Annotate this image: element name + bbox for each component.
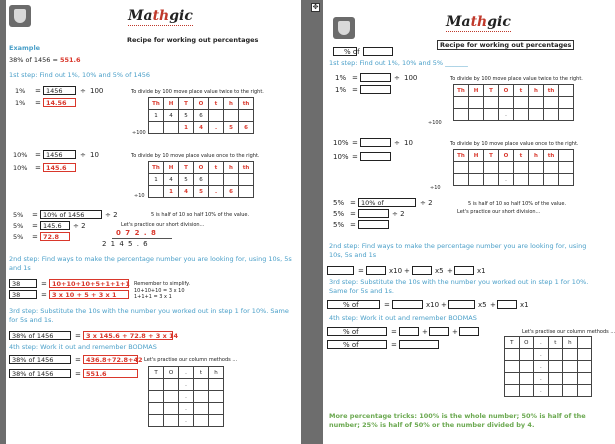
x10-label: x10 <box>389 267 403 275</box>
x1-label: x1 <box>477 267 486 275</box>
one-pct-input[interactable] <box>360 73 391 82</box>
div2-label: ÷ 2 <box>105 211 118 219</box>
equals-sign: = <box>352 86 358 94</box>
div10-label: ÷10 <box>134 193 145 199</box>
simplify-2: 1+1+1 = 3 x 1 <box>134 294 172 300</box>
simplify-note: Remember to simplify. <box>134 281 190 287</box>
s2-input[interactable] <box>327 266 354 275</box>
div100-label: ÷100 <box>132 130 146 136</box>
ten-pct-label-a: 10% <box>13 151 28 159</box>
five-pct-label-a: 5% <box>333 199 345 207</box>
div2-label: ÷ 2 <box>73 222 86 230</box>
equals-sign: = <box>41 280 47 288</box>
s3-lhs: 38% of 1456 <box>9 331 71 340</box>
s2-38-b: 38 <box>9 290 37 299</box>
x5-label: x5 <box>435 267 444 275</box>
step-2: 2nd step: Find ways to make the percentage number you are looking for, using 10s, 5s and 1s <box>9 255 292 272</box>
hogwarts-crest-icon <box>9 5 31 27</box>
plus-sign: + <box>441 301 447 309</box>
equals-sign: = <box>32 233 38 241</box>
div2-label: ÷ 2 <box>392 210 405 218</box>
equals-sign: = <box>352 74 358 82</box>
page-gap <box>301 0 323 444</box>
s4-pct-of-2: % of <box>343 341 359 349</box>
five-pct-label-b: 5% <box>333 210 345 218</box>
x1-label: x1 <box>520 301 529 309</box>
half-note: 5 is half of 10 so half 10% of the value. <box>151 212 250 218</box>
note-div100: To divide by 100 move place value twice to the right. <box>131 89 264 95</box>
column-methods-note: Let's practise our column methods ... <box>522 329 615 335</box>
step-2: 2nd step: Find ways to make the percentage number you are looking for, using 10s, 5s and 1s <box>329 242 587 259</box>
x5-label: x5 <box>478 301 487 309</box>
five-box-a[interactable]: 10% of <box>358 198 416 207</box>
equals-sign: = <box>75 332 81 340</box>
divide-icon: ÷ <box>80 87 86 95</box>
equals-sign: = <box>35 87 41 95</box>
s2-expr2: 3 x 10 + 5 + 3 x 1 <box>49 290 129 299</box>
one-pct-label-a: 1% <box>335 74 347 82</box>
five-answer-input[interactable] <box>358 220 389 229</box>
s4-rhs-1: 436.8+72.8+42 <box>83 355 138 364</box>
short-div-bottom: 2 1 4 5 . 6 <box>102 240 149 248</box>
hundred-label: 100 <box>404 74 418 82</box>
s2-tens-input[interactable] <box>366 266 386 275</box>
equals-sign: = <box>384 301 390 309</box>
place-value-table-10: Th H T O t h th 1 4 5 6 1 4 5 . 6 <box>148 161 254 198</box>
one-pct-label-a: 1% <box>15 87 26 95</box>
half-note: 5 is half of 10 so half 10% of the value. <box>468 201 567 207</box>
short-div-top: 0 7 2 . 8 <box>116 229 157 237</box>
example-line: 38% of 1456 = 551.6 <box>9 56 81 64</box>
short-div-bar <box>112 238 172 239</box>
equals-sign: = <box>32 211 38 219</box>
s3-tens-input[interactable] <box>392 300 423 309</box>
s4-input-c[interactable] <box>459 327 479 336</box>
simplify-1: 10+10+10 = 3 x 10 <box>134 288 185 294</box>
page-2-worksheet <box>323 0 615 444</box>
one-pct-label-b: 1% <box>15 99 26 107</box>
move-handle-icon[interactable]: ✥ <box>312 3 319 11</box>
step-3: 3rd step: Substitute the 10s with the number you worked out in step 1 for 10%. Same for 5s and 1s. <box>329 278 589 295</box>
equals-sign: = <box>32 222 38 230</box>
short-div-note: Let's practice our short division... <box>121 222 205 228</box>
column-method-grid: T O . t h . . . . <box>504 336 592 397</box>
equals-sign: = <box>75 356 81 364</box>
s4-answer-input[interactable] <box>399 340 439 349</box>
page-1-example <box>6 0 301 444</box>
place-value-table-100: Th H T O t h th . <box>453 84 574 121</box>
s4-input-a[interactable] <box>399 327 419 336</box>
short-div-note: Let's practice our short division... <box>457 209 541 215</box>
s4-answer: 551.6 <box>83 369 138 378</box>
plus-sign: + <box>490 301 496 309</box>
ten-pct-input[interactable] <box>360 138 391 147</box>
div2-label: ÷ 2 <box>420 199 433 207</box>
s3-pct-of: % of <box>343 301 359 309</box>
s3-rhs: 3 x 145.6 + 72.8 + 3 x 14 <box>83 331 173 340</box>
step-1: 1st step: Find out 1%, 10% and 5% _______ <box>329 59 468 67</box>
step-4: 4th step: Work it out and remember BODMAS <box>329 314 477 322</box>
note-div10: To divide by 10 move place value once to the right. <box>131 153 260 159</box>
equals-sign: = <box>352 139 358 147</box>
equals-sign: = <box>350 221 356 229</box>
step-1: 1st step: Find out 1%, 10% and 5% of 1456 <box>9 71 151 79</box>
hogwarts-crest-icon <box>333 17 355 39</box>
example-label: Example <box>9 44 41 52</box>
div10-label: ÷10 <box>430 185 441 191</box>
hundred-label: 100 <box>90 87 104 95</box>
equals-sign: = <box>350 210 356 218</box>
s2-38-a: 38 <box>9 279 37 288</box>
page-subtitle: Recipe for working out percentages <box>437 40 574 50</box>
five-box-a: 10% of 1456 <box>40 210 102 219</box>
plus-sign: + <box>447 267 453 275</box>
column-method-grid: T O . t h . . . . <box>148 366 224 427</box>
plus-sign: + <box>452 328 458 336</box>
equals-sign: = <box>391 341 397 349</box>
plus-sign: + <box>422 328 428 336</box>
number-input[interactable] <box>363 47 393 56</box>
equals-sign: = <box>35 99 41 107</box>
note-div10: To divide by 10 move place value once to the right. <box>450 141 579 147</box>
five-answer: 72.8 <box>40 232 70 241</box>
divide-icon: ÷ <box>394 139 400 147</box>
one-pct-answer-input[interactable] <box>360 85 391 94</box>
equals-sign: = <box>391 328 397 336</box>
s4-pct-of-1: % of <box>343 328 359 336</box>
five-pct-label-c: 5% <box>333 221 345 229</box>
s2-ones-input[interactable] <box>454 266 474 275</box>
equals-sign: = <box>41 291 47 299</box>
equals-sign: = <box>352 153 358 161</box>
s4-input-b[interactable] <box>429 327 449 336</box>
place-value-table-100: Th H T O t h th 1 4 5 6 1 4 . 5 6 <box>148 97 254 134</box>
step-4: 4th step: Work it out and remember BODMAS <box>9 343 157 351</box>
equals-sign: = <box>75 370 81 378</box>
five-pct-label-c: 5% <box>13 233 24 241</box>
one-pct-label-b: 1% <box>335 86 347 94</box>
plus-sign: + <box>404 267 410 275</box>
equals-sign: = <box>35 164 41 172</box>
step-3: 3rd step: Substitute the 10s with the number you worked out in step 1 for 10%. Same for 5s and 1s. <box>9 307 289 324</box>
page-title: Mathgic <box>128 8 193 24</box>
place-value-table-10: Th H T O t h th . <box>453 149 574 186</box>
page-title: Mathgic <box>446 14 511 30</box>
ten-label: 10 <box>404 139 413 147</box>
equals-sign: = <box>35 151 41 159</box>
ten-pct-label-a: 10% <box>333 139 349 147</box>
ten-pct-label-b: 10% <box>13 164 28 172</box>
ten-pct-answer: 145.6 <box>43 163 76 172</box>
s2-fives-input[interactable] <box>412 266 432 275</box>
five-pct-label-a: 5% <box>13 211 24 219</box>
divide-icon: ÷ <box>394 74 400 82</box>
five-pct-label-b: 5% <box>13 222 24 230</box>
div100-label: ÷100 <box>428 120 442 126</box>
pct-of-label: % of <box>344 48 360 56</box>
five-input-b[interactable] <box>358 209 389 218</box>
divide-icon: ÷ <box>80 151 86 159</box>
percentage-tricks: More percentage tricks: 100% is the whole number; 50% is half of the number; 25% is half of 50% or the number divided by 4. <box>329 412 586 429</box>
ten-pct-answer-input[interactable] <box>360 152 391 161</box>
s3-fives-input[interactable] <box>448 300 475 309</box>
note-div100: To divide by 100 move place value twice to the right. <box>450 76 583 82</box>
x10-label: x10 <box>426 301 440 309</box>
s3-ones-input[interactable] <box>497 300 517 309</box>
ten-label: 10 <box>90 151 99 159</box>
equals-sign: = <box>358 267 364 275</box>
s4-lhs-2: 38% of 1456 <box>9 369 71 378</box>
five-box-b: 145.6 <box>40 221 70 230</box>
ten-pct-label-b: 10% <box>333 153 349 161</box>
s4-lhs-1: 38% of 1456 <box>9 355 71 364</box>
equals-sign: = <box>350 199 356 207</box>
column-methods-note: Let's practise our column methods ... <box>144 357 238 363</box>
one-pct-box: 1456 <box>43 86 76 95</box>
ten-pct-box: 1456 <box>43 150 76 159</box>
page-subtitle: Recipe for working out percentages <box>127 36 259 44</box>
s2-expr1: 10+10+10+5+1+1+1 <box>49 279 129 288</box>
one-pct-answer: 14.56 <box>43 98 76 107</box>
